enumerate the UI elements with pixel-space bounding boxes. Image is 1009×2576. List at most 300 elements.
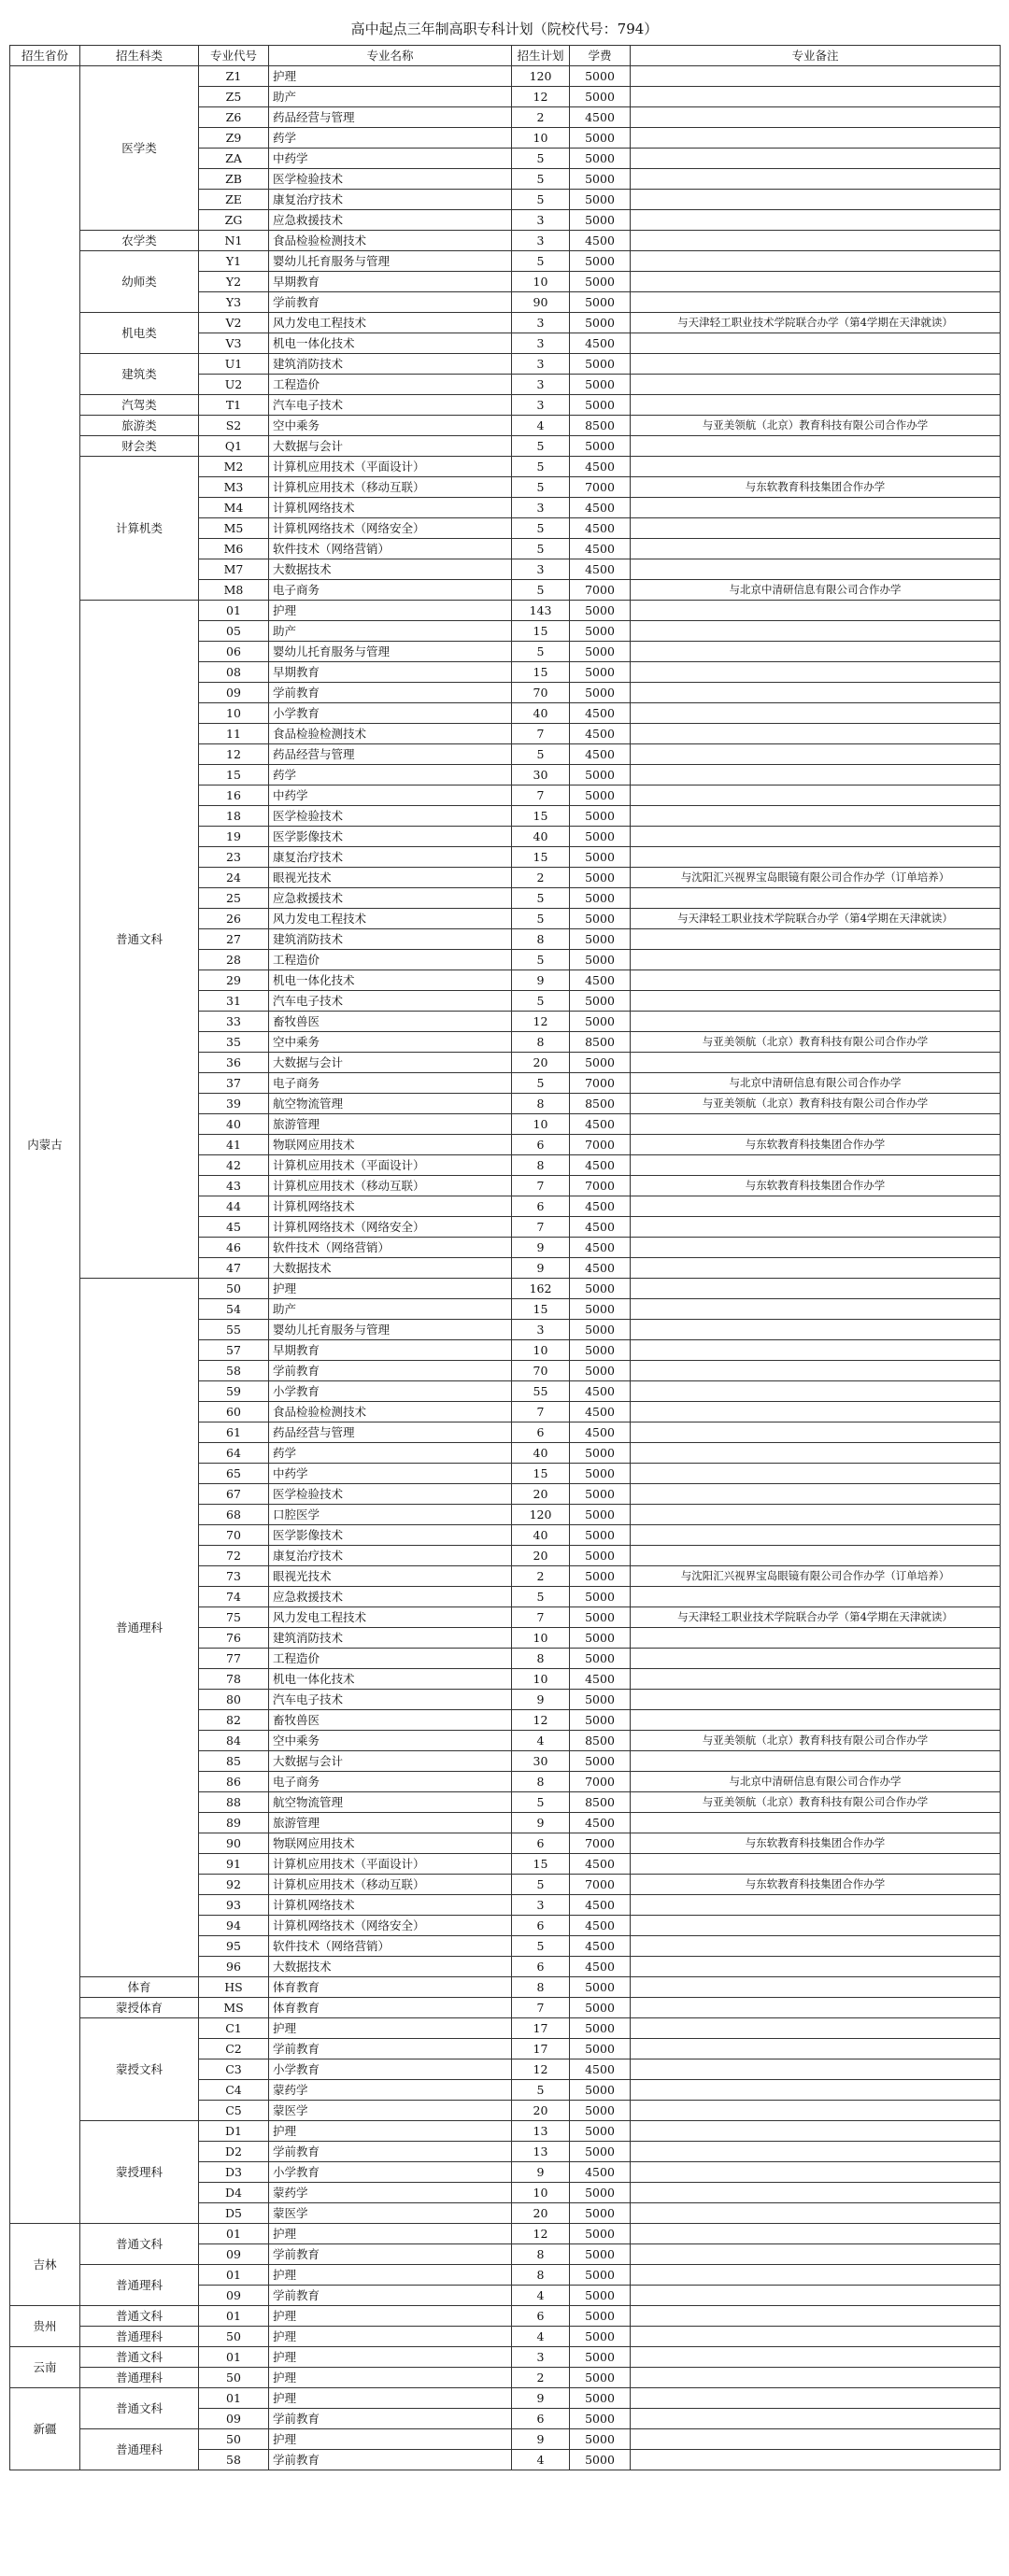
major-code-cell: 28: [199, 950, 269, 970]
tuition-cell: 7000: [570, 1135, 631, 1155]
quota-cell: 5: [512, 251, 570, 272]
remark-cell: [631, 1505, 1001, 1525]
remark-cell: [631, 2327, 1001, 2347]
major-code-cell: 60: [199, 1402, 269, 1422]
category-cell: 普通文科: [80, 2306, 199, 2327]
major-code-cell: 43: [199, 1176, 269, 1196]
tuition-cell: 5000: [570, 2183, 631, 2203]
major-code-cell: 47: [199, 1258, 269, 1279]
remark-cell: [631, 1895, 1001, 1916]
tuition-cell: 5000: [570, 1484, 631, 1505]
quota-cell: 8: [512, 2265, 570, 2286]
major-code-cell: 82: [199, 1710, 269, 1731]
major-code-cell: C2: [199, 2039, 269, 2059]
quota-cell: 20: [512, 1053, 570, 1073]
major-name-cell: 电子商务: [269, 1772, 512, 1792]
major-name-cell: 早期教育: [269, 662, 512, 683]
major-name-cell: 学前教育: [269, 2409, 512, 2429]
major-code-cell: 39: [199, 1094, 269, 1114]
table-row: [10, 457, 1001, 477]
major-name-cell: 眼视光技术: [269, 868, 512, 888]
major-code-cell: 80: [199, 1690, 269, 1710]
table-row: [10, 313, 1001, 333]
major-name-cell: 工程造价: [269, 1649, 512, 1669]
major-name-cell: 软件技术（网络营销）: [269, 1238, 512, 1258]
quota-cell: 5: [512, 888, 570, 909]
remark-cell: [631, 744, 1001, 765]
category-cell: 计算机类: [80, 457, 199, 601]
category-cell: 蒙授体育: [80, 1998, 199, 2018]
tuition-cell: 5000: [570, 1443, 631, 1464]
quota-cell: 3: [512, 1320, 570, 1340]
tuition-cell: 4500: [570, 1669, 631, 1690]
tuition-cell: 8500: [570, 416, 631, 436]
quota-cell: 3: [512, 333, 570, 354]
major-name-cell: 风力发电工程技术: [269, 1607, 512, 1628]
quota-cell: 6: [512, 1916, 570, 1936]
major-name-cell: 计算机网络技术（网络安全）: [269, 1916, 512, 1936]
tuition-cell: 4500: [570, 970, 631, 991]
table-row: [10, 2224, 1001, 2244]
major-code-cell: Z1: [199, 66, 269, 87]
major-code-cell: C4: [199, 2080, 269, 2101]
tuition-cell: 5000: [570, 1587, 631, 1607]
remark-cell: 与东软教育科技集团合作办学: [631, 477, 1001, 498]
quota-cell: 3: [512, 2347, 570, 2368]
quota-cell: 12: [512, 1012, 570, 1032]
major-name-cell: 汽车电子技术: [269, 1690, 512, 1710]
major-name-cell: 护理: [269, 66, 512, 87]
tuition-cell: 4500: [570, 1114, 631, 1135]
major-name-cell: 工程造价: [269, 375, 512, 395]
remark-cell: [631, 2080, 1001, 2101]
tuition-cell: 5000: [570, 662, 631, 683]
major-code-cell: C1: [199, 2018, 269, 2039]
quota-cell: 3: [512, 1895, 570, 1916]
tuition-cell: 4500: [570, 724, 631, 744]
remark-cell: [631, 1217, 1001, 1238]
quota-cell: 2: [512, 107, 570, 128]
quota-cell: 6: [512, 1833, 570, 1854]
major-name-cell: 学前教育: [269, 2039, 512, 2059]
tuition-cell: 5000: [570, 1464, 631, 1484]
remark-cell: [631, 2183, 1001, 2203]
tuition-cell: 7000: [570, 1073, 631, 1094]
major-code-cell: 36: [199, 1053, 269, 1073]
quota-cell: 9: [512, 2388, 570, 2409]
quota-cell: 120: [512, 1505, 570, 1525]
remark-cell: [631, 1464, 1001, 1484]
province-cell: 新疆: [10, 2388, 80, 2470]
remark-cell: [631, 272, 1001, 292]
major-name-cell: 助产: [269, 87, 512, 107]
major-name-cell: 婴幼儿托育服务与管理: [269, 1320, 512, 1340]
quota-cell: 5: [512, 744, 570, 765]
major-name-cell: 汽车电子技术: [269, 991, 512, 1012]
tuition-cell: 4500: [570, 1381, 631, 1402]
major-code-cell: 45: [199, 1217, 269, 1238]
major-code-cell: S2: [199, 416, 269, 436]
remark-cell: [631, 1957, 1001, 1977]
remark-cell: [631, 703, 1001, 724]
quota-cell: 40: [512, 1443, 570, 1464]
major-name-cell: 助产: [269, 1299, 512, 1320]
quota-cell: 90: [512, 292, 570, 313]
major-name-cell: 医学检验技术: [269, 1484, 512, 1505]
quota-cell: 3: [512, 231, 570, 251]
remark-cell: [631, 354, 1001, 375]
major-name-cell: 工程造价: [269, 950, 512, 970]
tuition-cell: 5000: [570, 2306, 631, 2327]
tuition-cell: 4500: [570, 333, 631, 354]
major-code-cell: 57: [199, 1340, 269, 1361]
remark-cell: [631, 1012, 1001, 1032]
major-code-cell: M5: [199, 518, 269, 539]
quota-cell: 10: [512, 1340, 570, 1361]
remark-cell: 与亚美领航（北京）教育科技有限公司合作办学: [631, 1032, 1001, 1053]
quota-cell: 9: [512, 1813, 570, 1833]
major-code-cell: 01: [199, 601, 269, 621]
remark-cell: [631, 1587, 1001, 1607]
quota-cell: 40: [512, 703, 570, 724]
tuition-cell: 5000: [570, 210, 631, 231]
quota-cell: 15: [512, 621, 570, 642]
quota-cell: 7: [512, 1607, 570, 1628]
major-name-cell: 旅游管理: [269, 1114, 512, 1135]
remark-cell: [631, 1340, 1001, 1361]
major-name-cell: 护理: [269, 2347, 512, 2368]
quota-cell: 5: [512, 1587, 570, 1607]
major-name-cell: 医学检验技术: [269, 169, 512, 190]
quota-cell: 30: [512, 1751, 570, 1772]
major-code-cell: 01: [199, 2265, 269, 2286]
quota-cell: 7: [512, 786, 570, 806]
quota-cell: 8: [512, 1094, 570, 1114]
remark-cell: [631, 1710, 1001, 1731]
quota-cell: 10: [512, 2183, 570, 2203]
remark-cell: [631, 2306, 1001, 2327]
tuition-cell: 5000: [570, 1690, 631, 1710]
quota-cell: 6: [512, 1422, 570, 1443]
remark-cell: [631, 498, 1001, 518]
table-row: [10, 2018, 1001, 2039]
major-code-cell: 12: [199, 744, 269, 765]
major-name-cell: 眼视光技术: [269, 1566, 512, 1587]
quota-cell: 10: [512, 272, 570, 292]
remark-cell: [631, 1422, 1001, 1443]
major-code-cell: 67: [199, 1484, 269, 1505]
tuition-cell: 5000: [570, 2368, 631, 2388]
tuition-cell: 7000: [570, 1875, 631, 1895]
remark-cell: [631, 457, 1001, 477]
tuition-cell: 4500: [570, 457, 631, 477]
major-code-cell: Y3: [199, 292, 269, 313]
tuition-cell: 4500: [570, 1813, 631, 1833]
major-name-cell: 蒙医学: [269, 2203, 512, 2224]
major-name-cell: 药学: [269, 1443, 512, 1464]
tuition-cell: 5000: [570, 2388, 631, 2409]
major-code-cell: 93: [199, 1895, 269, 1916]
remark-cell: [631, 1649, 1001, 1669]
quota-cell: 9: [512, 2429, 570, 2450]
major-code-cell: 84: [199, 1731, 269, 1751]
major-name-cell: 早期教育: [269, 272, 512, 292]
remark-cell: [631, 827, 1001, 847]
major-name-cell: 旅游管理: [269, 1813, 512, 1833]
major-code-cell: Z9: [199, 128, 269, 149]
remark-cell: [631, 1977, 1001, 1998]
major-code-cell: 70: [199, 1525, 269, 1546]
major-name-cell: 计算机网络技术: [269, 1196, 512, 1217]
major-code-cell: C3: [199, 2059, 269, 2080]
major-name-cell: 学前教育: [269, 2450, 512, 2470]
major-code-cell: 09: [199, 2409, 269, 2429]
quota-cell: 4: [512, 416, 570, 436]
tuition-cell: 5000: [570, 2429, 631, 2450]
major-name-cell: 护理: [269, 601, 512, 621]
major-name-cell: 计算机应用技术（移动互联）: [269, 1875, 512, 1895]
table-row: [10, 1977, 1001, 1998]
major-name-cell: 机电一体化技术: [269, 1669, 512, 1690]
quota-cell: 4: [512, 2450, 570, 2470]
tuition-cell: 5000: [570, 2409, 631, 2429]
quota-cell: 20: [512, 1484, 570, 1505]
major-code-cell: ZB: [199, 169, 269, 190]
tuition-cell: 5000: [570, 190, 631, 210]
major-code-cell: ZE: [199, 190, 269, 210]
major-name-cell: 早期教育: [269, 1340, 512, 1361]
tuition-cell: 5000: [570, 1546, 631, 1566]
remark-cell: [631, 1361, 1001, 1381]
tuition-cell: 5000: [570, 2080, 631, 2101]
quota-cell: 8: [512, 1772, 570, 1792]
remark-cell: 与北京中清研信息有限公司合作办学: [631, 1772, 1001, 1792]
quota-cell: 13: [512, 2142, 570, 2162]
major-code-cell: ZA: [199, 149, 269, 169]
major-name-cell: 物联网应用技术: [269, 1833, 512, 1854]
major-code-cell: 08: [199, 662, 269, 683]
major-code-cell: 24: [199, 868, 269, 888]
major-code-cell: 59: [199, 1381, 269, 1402]
major-name-cell: 口腔医学: [269, 1505, 512, 1525]
tuition-cell: 8500: [570, 1032, 631, 1053]
remark-cell: [631, 2039, 1001, 2059]
major-code-cell: 65: [199, 1464, 269, 1484]
quota-cell: 7: [512, 1998, 570, 2018]
major-code-cell: T1: [199, 395, 269, 416]
major-code-cell: 25: [199, 888, 269, 909]
province-cell: 吉林: [10, 2224, 80, 2306]
tuition-cell: 5000: [570, 868, 631, 888]
table-row: [10, 2429, 1001, 2450]
tuition-cell: 4500: [570, 559, 631, 580]
major-name-cell: 计算机应用技术（移动互联）: [269, 477, 512, 498]
quota-cell: 40: [512, 827, 570, 847]
remark-cell: [631, 2429, 1001, 2450]
tuition-cell: 5000: [570, 354, 631, 375]
remark-cell: 与天津轻工职业技术学院联合办学（第4学期在天津就读）: [631, 909, 1001, 929]
quota-cell: 15: [512, 1854, 570, 1875]
tuition-cell: 5000: [570, 1053, 631, 1073]
major-name-cell: 体育教育: [269, 1977, 512, 1998]
tuition-cell: 5000: [570, 2327, 631, 2347]
remark-cell: [631, 1155, 1001, 1176]
tuition-cell: 5000: [570, 806, 631, 827]
col-header-major: 专业名称: [269, 46, 512, 66]
category-cell: 普通文科: [80, 2224, 199, 2265]
tuition-cell: 5000: [570, 1566, 631, 1587]
tuition-cell: 5000: [570, 2121, 631, 2142]
major-name-cell: 护理: [269, 2224, 512, 2244]
tuition-cell: 5000: [570, 950, 631, 970]
remark-cell: 与东软教育科技集团合作办学: [631, 1833, 1001, 1854]
major-name-cell: 学前教育: [269, 683, 512, 703]
major-code-cell: M2: [199, 457, 269, 477]
major-code-cell: Y2: [199, 272, 269, 292]
category-cell: 建筑类: [80, 354, 199, 395]
tuition-cell: 5000: [570, 1279, 631, 1299]
quota-cell: 3: [512, 354, 570, 375]
remark-cell: 与沈阳汇兴视界宝岛眼镜有限公司合作办学（订单培养）: [631, 868, 1001, 888]
quota-cell: 8: [512, 1032, 570, 1053]
major-name-cell: 风力发电工程技术: [269, 909, 512, 929]
quota-cell: 12: [512, 2224, 570, 2244]
enrollment-plan-table: [9, 45, 1001, 2470]
tuition-cell: 8500: [570, 1094, 631, 1114]
major-code-cell: 91: [199, 1854, 269, 1875]
page-title: 高中起点三年制高职专科计划（院校代号：794）: [350, 21, 659, 37]
major-name-cell: 应急救援技术: [269, 1587, 512, 1607]
major-code-cell: 85: [199, 1751, 269, 1772]
tuition-cell: 4500: [570, 1258, 631, 1279]
remark-cell: [631, 601, 1001, 621]
table-row: [10, 1998, 1001, 2018]
major-name-cell: 蒙医学: [269, 2101, 512, 2121]
major-code-cell: 75: [199, 1607, 269, 1628]
major-name-cell: 大数据技术: [269, 1957, 512, 1977]
major-code-cell: 37: [199, 1073, 269, 1094]
quota-cell: 5: [512, 169, 570, 190]
tuition-cell: 5000: [570, 2286, 631, 2306]
quota-cell: 2: [512, 1566, 570, 1587]
major-name-cell: 中药学: [269, 149, 512, 169]
tuition-cell: 5000: [570, 2203, 631, 2224]
major-code-cell: 94: [199, 1916, 269, 1936]
quota-cell: 6: [512, 1957, 570, 1977]
quota-cell: 162: [512, 1279, 570, 1299]
col-header-province: 招生省份: [10, 46, 80, 66]
tuition-cell: 5000: [570, 2224, 631, 2244]
tuition-cell: 5000: [570, 642, 631, 662]
major-code-cell: D4: [199, 2183, 269, 2203]
major-code-cell: 58: [199, 1361, 269, 1381]
remark-cell: [631, 1998, 1001, 2018]
major-code-cell: Z5: [199, 87, 269, 107]
col-header-remark: 专业备注: [631, 46, 1001, 66]
tuition-cell: 5000: [570, 375, 631, 395]
category-cell: 幼师类: [80, 251, 199, 313]
major-name-cell: 畜牧兽医: [269, 1012, 512, 1032]
major-name-cell: 康复治疗技术: [269, 1546, 512, 1566]
major-code-cell: D3: [199, 2162, 269, 2183]
quota-cell: 70: [512, 1361, 570, 1381]
major-code-cell: 44: [199, 1196, 269, 1217]
major-code-cell: M7: [199, 559, 269, 580]
table-row: [10, 251, 1001, 272]
category-cell: 蒙授文科: [80, 2018, 199, 2121]
remark-cell: [631, 1402, 1001, 1422]
tuition-cell: 7000: [570, 1833, 631, 1854]
category-cell: 普通理科: [80, 2327, 199, 2347]
header-row: [10, 46, 1001, 66]
tuition-cell: 5000: [570, 621, 631, 642]
remark-cell: 与亚美领航（北京）教育科技有限公司合作办学: [631, 1094, 1001, 1114]
major-code-cell: N1: [199, 231, 269, 251]
tuition-cell: 5000: [570, 929, 631, 950]
remark-cell: [631, 375, 1001, 395]
quota-cell: 143: [512, 601, 570, 621]
major-name-cell: 计算机网络技术（网络安全）: [269, 1217, 512, 1238]
major-code-cell: HS: [199, 1977, 269, 1998]
tuition-cell: 4500: [570, 231, 631, 251]
major-name-cell: 药品经营与管理: [269, 1422, 512, 1443]
quota-cell: 8: [512, 929, 570, 950]
table-row: [10, 2306, 1001, 2327]
quota-cell: 8: [512, 2244, 570, 2265]
quota-cell: 4: [512, 2286, 570, 2306]
tuition-cell: 5000: [570, 683, 631, 703]
major-name-cell: 计算机应用技术（平面设计）: [269, 1155, 512, 1176]
remark-cell: [631, 970, 1001, 991]
major-name-cell: 小学教育: [269, 2059, 512, 2080]
major-code-cell: 40: [199, 1114, 269, 1135]
tuition-cell: 5000: [570, 1607, 631, 1628]
category-cell: 普通理科: [80, 2368, 199, 2388]
quota-cell: 10: [512, 1669, 570, 1690]
remark-cell: [631, 1196, 1001, 1217]
tuition-cell: 7000: [570, 1772, 631, 1792]
tuition-cell: 5000: [570, 395, 631, 416]
table-row: [10, 2327, 1001, 2347]
tuition-cell: 4500: [570, 703, 631, 724]
tuition-cell: 5000: [570, 1977, 631, 1998]
major-code-cell: 54: [199, 1299, 269, 1320]
tuition-cell: 4500: [570, 498, 631, 518]
major-code-cell: 95: [199, 1936, 269, 1957]
major-code-cell: 55: [199, 1320, 269, 1340]
tuition-cell: 5000: [570, 1525, 631, 1546]
quota-cell: 5: [512, 539, 570, 559]
tuition-cell: 4500: [570, 2059, 631, 2080]
tuition-cell: 5000: [570, 1649, 631, 1669]
major-name-cell: 医学检验技术: [269, 806, 512, 827]
quota-cell: 5: [512, 1073, 570, 1094]
remark-cell: [631, 1299, 1001, 1320]
quota-cell: 3: [512, 395, 570, 416]
major-code-cell: M3: [199, 477, 269, 498]
table-row: [10, 2347, 1001, 2368]
tuition-cell: 5000: [570, 2347, 631, 2368]
tuition-cell: 5000: [570, 1361, 631, 1381]
tuition-cell: 8500: [570, 1792, 631, 1813]
major-name-cell: 小学教育: [269, 1381, 512, 1402]
major-code-cell: M4: [199, 498, 269, 518]
quota-cell: 6: [512, 2306, 570, 2327]
major-code-cell: 33: [199, 1012, 269, 1032]
major-code-cell: 23: [199, 847, 269, 868]
quota-cell: 17: [512, 2039, 570, 2059]
major-name-cell: 护理: [269, 2368, 512, 2388]
